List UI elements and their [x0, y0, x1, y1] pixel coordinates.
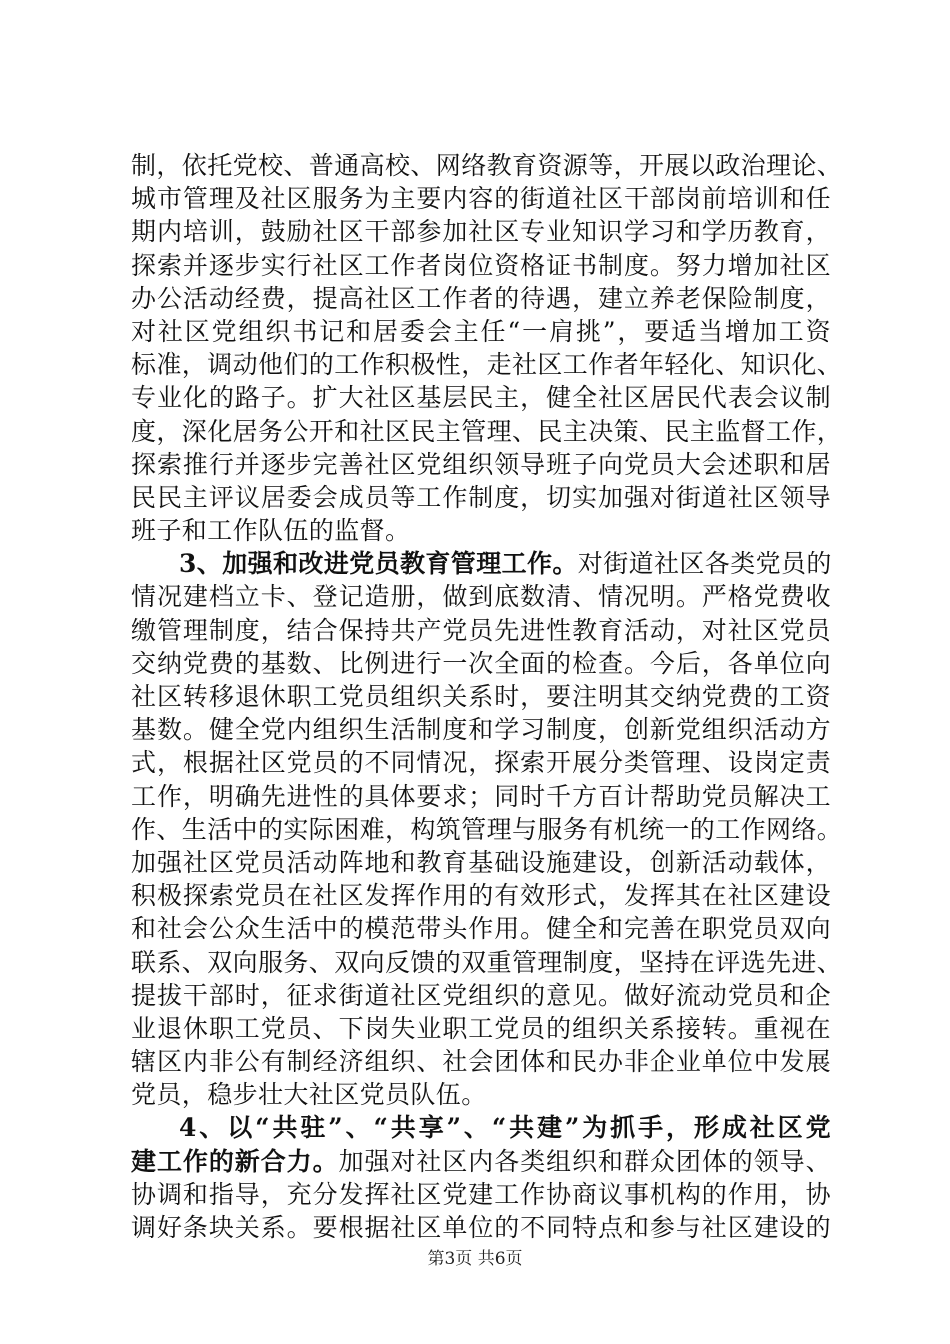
text-line: 工作，明确先进性的具体要求；同时千方百计帮助党员解决工: [131, 781, 831, 811]
document-body: [131, 149, 843, 1244]
text-line: 党员，稳步壮大社区党员队伍。: [131, 1080, 487, 1110]
text-line: 作、生活中的实际困难，构筑管理与服务有机统一的工作网络。: [131, 814, 843, 844]
text-line: 度，深化居务公开和社区民主管理、民主决策、民主监督工作，: [131, 416, 843, 446]
paragraph-1: [131, 149, 843, 547]
text-line: 对社区党组织书记和居委会主任“一肩挑”，要适当增加工资: [131, 316, 831, 346]
text-line: 班子和工作队伍的监督。: [131, 516, 411, 546]
section-heading-4-cont: 建工作的新合力。: [131, 1146, 339, 1176]
text-line: 调好条块关系。要根据社区单位的不同特点和参与社区建设的: [131, 1213, 831, 1242]
text-line: [131, 547, 831, 580]
text-line: 和社会公众生活中的模范带头作用。健全和完善在职党员双向: [131, 914, 831, 944]
text-line: 协调和指导，充分发挥社区党建工作协商议事机构的作用，协: [131, 1179, 831, 1209]
text-line: 交纳党费的基数、比例进行一次全面的检查。今后，各单位向: [131, 648, 831, 678]
page-number-footer: 第3页 共6页: [427, 1249, 523, 1269]
text-line: [131, 1145, 831, 1178]
text-line: 城市管理及社区服务为主要内容的街道社区干部岗前培训和任: [131, 184, 831, 214]
text-line: 式，根据社区党员的不同情况，探索开展分类管理、设岗定责: [131, 748, 831, 778]
text-line: 办公活动经费，提高社区工作者的待遇，建立养老保险制度，: [131, 283, 831, 313]
text-run: 加强对社区内各类组织和群众团体的领导、: [338, 1146, 832, 1176]
text-line: 探索推行并逐步完善社区党组织领导班子向党员大会述职和居: [131, 449, 831, 479]
text-run: 对街道社区各类党员的: [577, 549, 832, 579]
text-line: 标准，调动他们的工作积极性，走社区工作者年轻化、知识化、: [131, 350, 843, 380]
text-line: 情况建档立卡、登记造册，做到底数清、情况明。严格党费收: [131, 582, 831, 612]
text-line: 期内培训，鼓励社区干部参加社区专业知识学习和学历教育，: [131, 217, 831, 247]
text-line: 加强社区党员活动阵地和教育基础设施建设，创新活动载体，: [131, 847, 831, 877]
section-heading-3: 3、加强和改进党员教育管理工作。: [179, 549, 578, 579]
text-line: 业退休职工党员、下岗失业职工党员的组织关系接转。重视在: [131, 1013, 831, 1043]
text-line: 专业化的路子。扩大社区基层民主，健全社区居民代表会议制: [131, 383, 831, 413]
text-line: 基数。健全党内组织生活制度和学习制度，创新党组织活动方: [131, 715, 831, 745]
paragraph-2: [131, 547, 843, 1111]
text-line: 辖区内非公有制经济组织、社会团体和民办非企业单位中发展: [131, 1047, 831, 1077]
section-heading-4: 4、以“共驻”、“共享”、“共建”为抓手，形成社区党: [179, 1113, 831, 1143]
text-line: 探索并逐步实行社区工作者岗位资格证书制度。努力增加社区: [131, 250, 831, 280]
text-line: 民民主评议居委会成员等工作制度，切实加强对街道社区领导: [131, 482, 831, 512]
text-line: 提拔干部时，征求街道社区党组织的意见。做好流动党员和企: [131, 980, 831, 1010]
text-line: 社区转移退休职工党员组织关系时，要注明其交纳党费的工资: [131, 682, 831, 711]
text-line: 联系、双向服务、双向反馈的双重管理制度，坚持在评选先进、: [131, 947, 843, 977]
paragraph-3: [131, 1111, 831, 1244]
text-line: 积极探索党员在社区发挥作用的有效形式，发挥其在社区建设: [131, 881, 831, 911]
text-line: 缴管理制度，结合保持共产党员先进性教育活动，对社区党员: [131, 615, 831, 645]
text-line: 制，依托党校、普通高校、网络教育资源等，开展以政治理论、: [131, 151, 843, 180]
